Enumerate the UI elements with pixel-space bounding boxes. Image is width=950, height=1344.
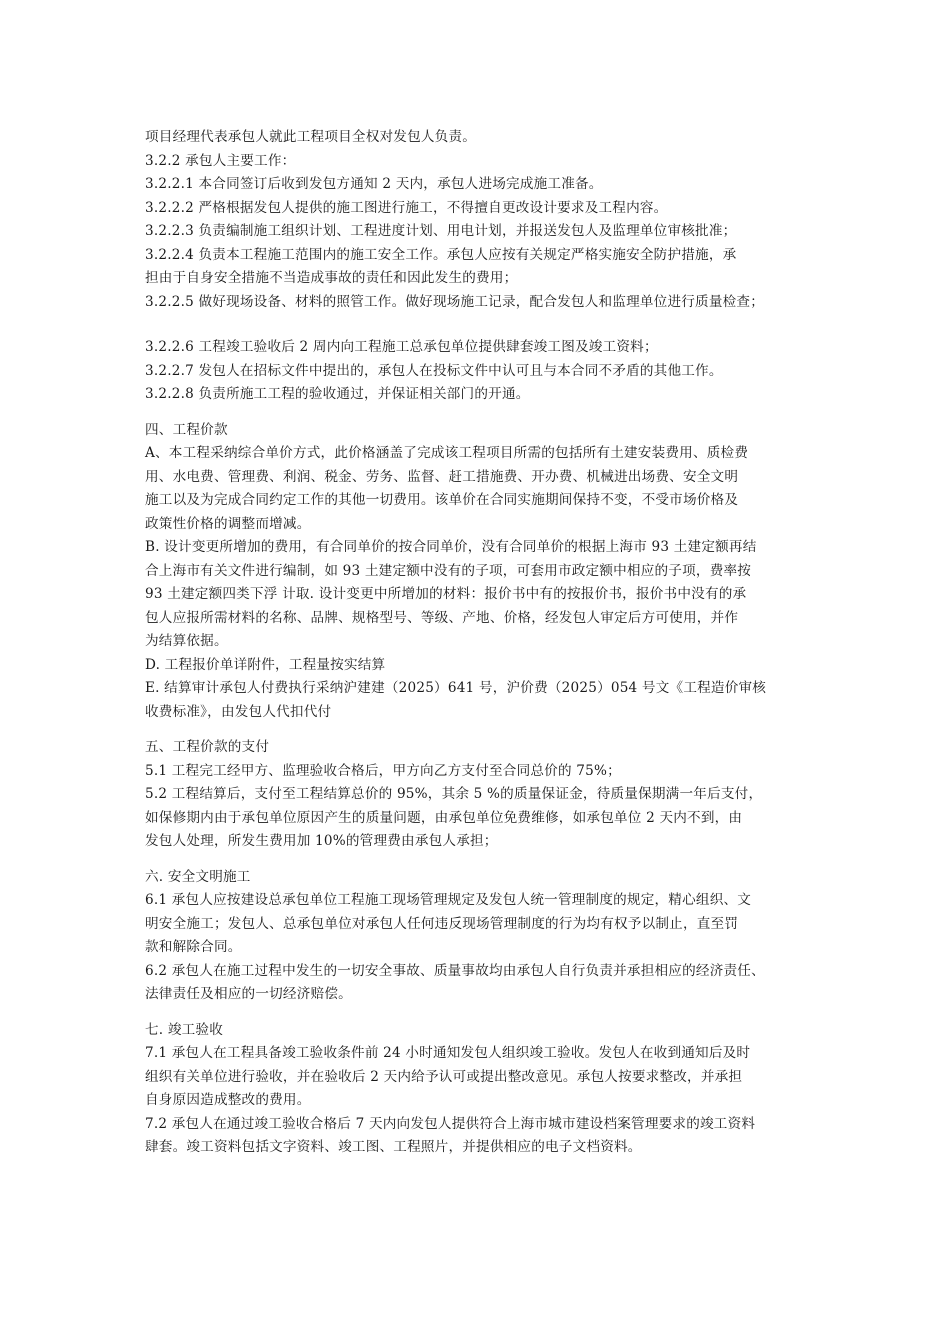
text-line: 肆套。竣工资料包括文字资料、竣工图、工程照片，并提供相应的电子文档资料。: [145, 1139, 642, 1155]
text-line: 政策性价格的调整而增减。: [145, 515, 311, 532]
text-line: 3.2.2.3 负责编制施工组织计划、工程进度计划、用电计划，并报送发包人及监理单位审核批准；: [145, 223, 737, 239]
text-line: 明安全施工；发包人、总承包单位对承包人任何违反现场管理制度的行为均有权予以制止，直至罚: [145, 915, 739, 932]
text-block: [145, 866, 817, 1007]
text-line: 四、工程价款: [145, 421, 228, 438]
paragraph-spacer: [145, 1007, 817, 1019]
text-line: 3.2.2.1 本合同签订后收到发包方通知 2 天内，承包人进场完成施工准备。: [145, 176, 603, 192]
text-line: 3.2.2.4 负责本工程施工范围内的施工安全工作。承包人应按有关规定严格实施安全防护措施，承: [145, 246, 737, 263]
text-line: 3.2.2.7 发包人在招标文件中提出的，承包人在投标文件中认可且与本合同不矛盾的其他工作。: [145, 362, 723, 379]
text-line: 3.2.2.8 负责所施工工程的验收通过，并保证相关部门的开通。: [145, 386, 530, 402]
text-line: 合上海市有关文件进行编制，如 93 土建定额中没有的子项，可套用市政定额中相应的子项，费率按: [145, 562, 752, 579]
text-line: 6.1 承包人应按建设总承包单位工程施工现场管理规定及发包人统一管理制度的规定，精心组织、文: [145, 892, 752, 908]
text-line: 担由于自身安全措施不当造成事故的责任和因此发生的费用；: [145, 270, 518, 286]
text-line: 发包人处理，所发生费用加 10%的管理费由承包人承担；: [145, 833, 498, 849]
paragraph-spacer: [145, 724, 817, 736]
text-line: 3.2.2.6 工程竣工验收后 2 周内向工程施工总承包单位提供肆套竣工图及竣工资料；: [145, 339, 658, 355]
text-line: A、本工程采纳综合单价方式，此价格涵盖了完成该工程项目所需的包括所有土建安装费用、质检费: [145, 445, 749, 461]
text-line: 7.1 承包人在工程具备竣工验收条件前 24 小时通知发包人组织竣工验收。发包人在收到通知后及时: [145, 1045, 751, 1061]
text-line: 3.2.2 承包人主要工作：: [145, 152, 296, 169]
text-line: 用、水电费、管理费、利润、税金、劳务、监督、赶工措施费、开办费、机械进出场费、安全文明: [145, 468, 739, 485]
text-line: 3.2.2.2 严格根据发包人提供的施工图进行施工，不得擅自更改设计要求及工程内容。: [145, 199, 668, 216]
text-block: [145, 336, 817, 407]
text-line: 自身原因造成整改的费用。: [145, 1092, 311, 1108]
paragraph-spacer: [145, 314, 817, 336]
text-block: [145, 1019, 817, 1160]
text-block: [145, 736, 817, 854]
text-line: 项目经理代表承包人就此工程项目全权对发包人负责。: [145, 129, 477, 145]
text-line: 施工以及为完成合同约定工作的其他一切费用。该单价在合同实施期间保持不变，不受市场价格及: [145, 492, 739, 508]
text-line: 包人应报所需材料的名称、品牌、规格型号、等级、产地、价格，经发包人审定后方可使用，并作: [145, 609, 739, 626]
document-body: [145, 126, 817, 1160]
text-line: 为结算依据。: [145, 633, 228, 649]
text-line: 七. 竣工验收: [145, 1021, 224, 1038]
text-line: 收费标准》，由发包人代扣代付: [145, 703, 332, 720]
text-line: 如保修期内由于承包单位原因产生的质量问题，由承包单位免费维修，如承包单位 2 天内不到，由: [145, 809, 743, 826]
text-line: 法律责任及相应的一切经济赔偿。: [145, 986, 352, 1002]
text-line: 3.2.2.5 做好现场设备、材料的照管工作。做好现场施工记录，配合发包人和监理单位进行质量检查；: [145, 293, 765, 310]
text-line: 93 土建定额四类下浮 计取. 设计变更中所增加的材料：报价书中有的按报价书，报价书中没有的承: [145, 586, 747, 602]
text-line: 7.2 承包人在通过竣工验收合格后 7 天内向发包人提供符合上海市城市建设档案管理要求的竣工资料: [145, 1115, 756, 1132]
paragraph-spacer: [145, 854, 817, 866]
text-line: 6.2 承包人在施工过程中发生的一切安全事故、质量事故均由承包人自行负责并承担相应的经济责任、: [145, 962, 765, 979]
text-line: 5.2 工程结算后，支付至工程结算总价的 95%，其余 5 %的质量保证金，待质量保期满一年后支付，: [145, 786, 763, 802]
text-block: [145, 126, 817, 314]
text-line: 六. 安全文明施工: [145, 868, 251, 885]
text-block: [145, 419, 817, 725]
text-line: 5.1 工程完工经甲方、监理验收合格后，甲方向乙方支付至合同总价的 75%；: [145, 762, 621, 779]
text-line: B. 设计变更所增加的费用，有合同单价的按合同单价，没有合同单价的根据上海市 93 土建定额再结: [145, 539, 757, 555]
text-line: D. 工程报价单详附件，工程量按实结算: [145, 656, 386, 673]
text-line: E. 结算审计承包人付费执行采纳沪建建（2025）641 号，沪价费（2025）054 号文《工程造价审核: [145, 680, 767, 696]
paragraph-spacer: [145, 407, 817, 419]
text-line: 五、工程价款的支付: [145, 739, 270, 755]
text-line: 款和解除合同。: [145, 939, 242, 955]
text-line: 组织有关单位进行验收，并在验收后 2 天内给予认可或提出整改意见。承包人按要求整改，并承担: [145, 1068, 743, 1085]
